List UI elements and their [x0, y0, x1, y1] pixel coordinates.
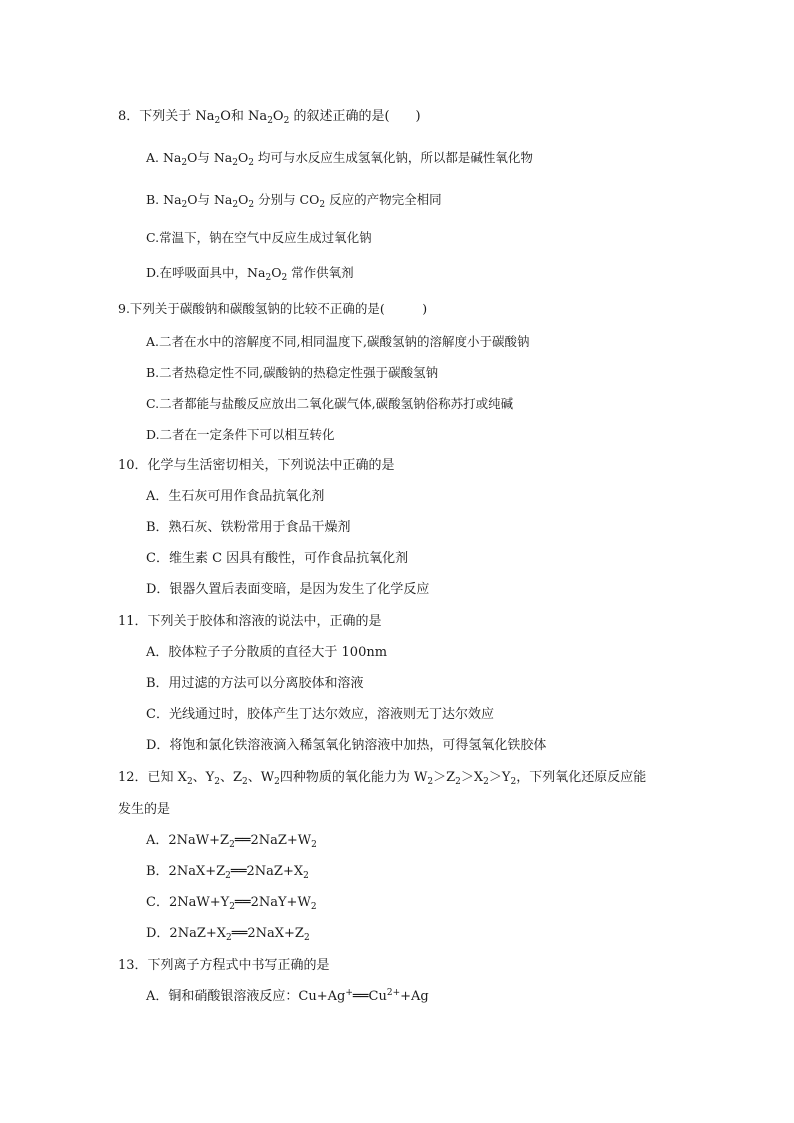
question-12-option-b: B．$2NaX+Z_2══2NaZ+X_2$ — [146, 864, 309, 881]
question-9-option-c: C.二者都能与盐酸反应放出二氧化碳气体,碳酸氢钠俗称苏打或纯碱 — [146, 396, 514, 411]
question-10-option-b: B．熟石灰、铁粉常用于食品干燥剂 — [146, 520, 351, 535]
question-8-stem: 8．下列关于 $Na_2O$和 $Na_2O_2$ 的叙述正确的是( ) — [118, 109, 421, 126]
question-13-option-a: A．铜和硝酸银溶液反应：$Cu+Ag^+══Cu^{2+}+Ag$ — [146, 988, 429, 1004]
question-10-option-d: D．银器久置后表面变暗，是因为发生了化学反应 — [146, 582, 430, 597]
question-12-option-d: D．$2NaZ+X_2══2NaX+Z_2$ — [146, 926, 310, 943]
question-13-stem: 13．下列离子方程式中书写正确的是 — [118, 958, 330, 973]
question-8-option-c: C.常温下，钠在空气中反应生成过氧化钠 — [146, 230, 372, 245]
question-9-option-a: A.二者在水中的溶解度不同,相同温度下,碳酸氢钠的溶解度小于碳酸钠 — [146, 334, 530, 349]
question-8-option-a: A. $Na_2O$与 $Na_2O_2$ 均可与水反应生成氢氧化钠，所以都是碱性氧化物 — [146, 150, 533, 168]
question-11-option-d: D．将饱和氯化铁溶液滴入稀氢氧化钠溶液中加热，可得氢氧化铁胶体 — [146, 738, 547, 753]
question-11-stem: 11．下列关于胶体和溶液的说法中，正确的是 — [118, 614, 382, 629]
question-11-option-b: B．用过滤的方法可以分离胶体和溶液 — [146, 676, 364, 691]
question-12-stem: 12．已知 $X_2$、$Y_2$、$Z_2$、$W_2$四种物质的氧化能力为 $W_2>Z_2>X_2>Y_2$，下列氧化还原反应能 — [118, 770, 647, 787]
question-12-stem-continued: 发生的是 — [118, 802, 171, 817]
question-11-option-c: C．光线通过时，胶体产生丁达尔效应，溶液则无丁达尔效应 — [146, 707, 494, 722]
question-8-option-d: D.在呼吸面具中，$Na_2O_2$ 常作供氧剂 — [146, 265, 354, 283]
question-10-stem: 10．化学与生活密切相关，下列说法中正确的是 — [118, 458, 395, 473]
question-9-option-b: B.二者热稳定性不同,碳酸钠的热稳定性强于碳酸氢钠 — [146, 365, 439, 380]
question-9-stem: 9.下列关于碳酸钠和碳酸氢钠的比较不正确的是( ) — [118, 301, 428, 316]
question-10-option-c: C．维生素 C 因具有酸性，可作食品抗氧化剂 — [146, 551, 409, 566]
question-12-option-a: A．$2NaW+Z_2══2NaZ+W_2$ — [146, 833, 317, 850]
question-8-option-b: B. $Na_2O$与 $Na_2O_2$ 分别与 $CO_2$ 反应的产物完全相同 — [146, 192, 442, 210]
question-10-option-a: A．生石灰可用作食品抗氧化剂 — [146, 489, 325, 504]
question-9-option-d: D.二者在一定条件下可以相互转化 — [146, 427, 335, 442]
question-12-option-c: C．$2NaW+Y_2══2NaY+W_2$ — [146, 895, 317, 912]
question-11-option-a: A．胶体粒子子分散质的直径大于 100nm — [146, 645, 388, 660]
